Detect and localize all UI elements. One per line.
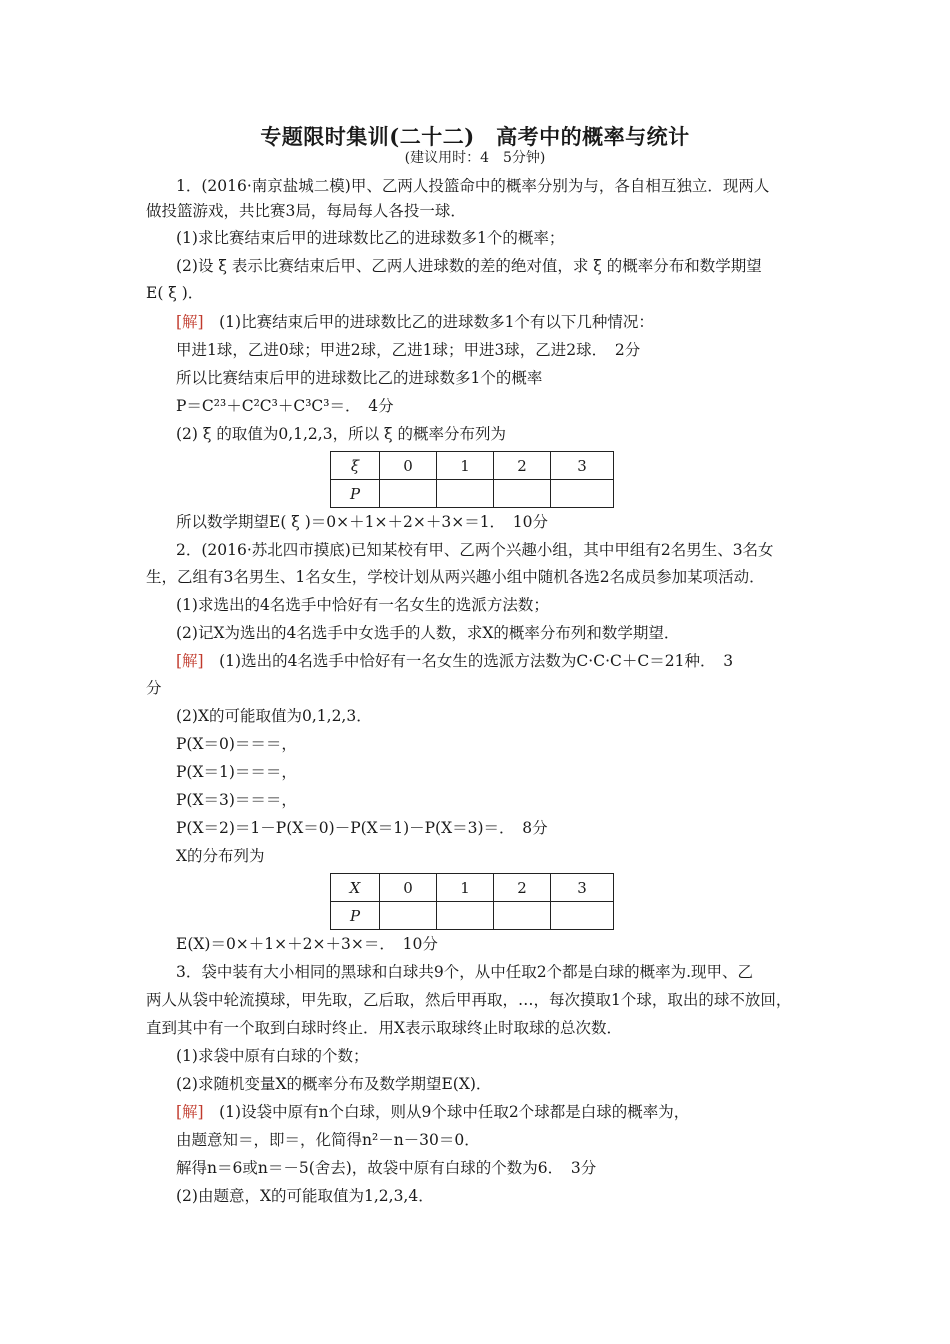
table-cell: 1 (437, 452, 494, 480)
table-cell (380, 902, 437, 930)
table-cell (551, 902, 614, 930)
table-cell (494, 480, 551, 508)
problem3-statement-line3: 直到其中有一个取到白球时终止．用X表示取球终止时取球的总次数． (146, 1019, 623, 1037)
problem1-solution-line3: 所以比赛结束后甲的进球数比乙的进球数多1个的概率 (176, 369, 543, 387)
problem2-statement-line1: 2．(2016·苏北四市摸底)已知某校有甲、乙两个兴趣小组，其中甲组有2名男生、3名女 (176, 541, 774, 559)
table-cell (551, 480, 614, 508)
problem2-part2: (2)记X为选出的4名选手中女选手的人数，求X的概率分布列和数学期望． (176, 624, 680, 642)
problem2-solution-line5: P(X＝1)＝＝＝， (176, 763, 297, 781)
suggested-time: (建议用时：4 5分钟) (404, 150, 546, 166)
problem2-part1: (1)求选出的4名选手中恰好有一名女生的选派方法数； (176, 596, 549, 614)
solution-tag: [解] (176, 1103, 204, 1121)
problem3-solution-line1 (176, 1102, 689, 1122)
problem3-part1: (1)求袋中原有白球的个数； (176, 1047, 369, 1065)
problem2-distribution-table (330, 873, 614, 930)
problem2-solution-line3: (2)X的可能取值为0,1,2,3． (176, 707, 372, 725)
problem1-statement-line1: 1．(2016·南京盐城二模)甲、乙两人投篮命中的概率分别为与，各自相互独立．现两人 (176, 177, 770, 195)
problem2-solution-line4: P(X＝0)＝＝＝， (176, 735, 297, 753)
problem1-solution-line5: (2) ξ 的取值为0,1,2,3，所以 ξ 的概率分布列为 (176, 425, 506, 443)
solution-tag: [解] (176, 313, 204, 331)
problem1-statement-line2: 做投篮游戏，共比赛3局，每局每人各投一球． (146, 202, 466, 220)
problem2-expectation: E(X)＝0×＋1×＋2×＋3×＝． 10分 (176, 935, 438, 953)
table-cell: 0 (380, 452, 437, 480)
table-cell: 3 (551, 874, 614, 902)
problem3-solution-line4: (2)由题意，X的可能取值为1,2,3,4． (176, 1187, 434, 1205)
table-cell (437, 480, 494, 508)
document-title: 专题限时集训(二十二) 高考中的概率与统计 (260, 124, 690, 149)
problem2-solution-line7: P(X＝2)＝1－P(X＝0)－P(X＝1)－P(X＝3)＝． 8分 (176, 819, 548, 837)
problem1-part2: (2)设 ξ 表示比赛结束后甲、乙两人进球数的差的绝对值，求 ξ 的概率分布和数学期望 (176, 257, 762, 275)
table-cell: ξ (331, 452, 380, 480)
problem2-solution-line6: P(X＝3)＝＝＝， (176, 791, 297, 809)
problem1-expectation: 所以数学期望E( ξ )＝0×＋1×＋2×＋3×＝1． 10分 (176, 513, 549, 531)
solution-tag: [解] (176, 652, 204, 670)
table-cell: 2 (494, 452, 551, 480)
problem3-statement-line1: 3．袋中装有大小相同的黑球和白球共9个，从中任取2个都是白球的概率为.现甲、乙 (176, 963, 754, 981)
problem1-part2-cont: E( ξ )． (146, 284, 204, 302)
table-cell: 3 (551, 452, 614, 480)
table-row (331, 874, 614, 902)
table-cell: X (331, 874, 380, 902)
problem3-part2: (2)求随机变量X的概率分布及数学期望E(X)． (176, 1075, 492, 1093)
problem2-solution-line1 (176, 651, 733, 671)
solution-text: (1)比赛结束后甲的进球数比乙的进球数多1个有以下几种情况： (203, 313, 654, 331)
problem1-part1: (1)求比赛结束后甲的进球数比乙的进球数多1个的概率； (176, 229, 565, 247)
table-cell (380, 480, 437, 508)
table-row (331, 902, 614, 930)
problem1-solution-line1 (176, 312, 654, 332)
problem2-statement-line2: 生，乙组有3名男生、1名女生，学校计划从两兴趣小组中随机各选2名成员参加某项活动． (146, 568, 765, 586)
table-cell (437, 902, 494, 930)
problem1-solution-line2: 甲进1球，乙进0球；甲进2球，乙进1球；甲进3球，乙进2球． 2分 (176, 341, 641, 359)
solution-text: (1)选出的4名选手中恰好有一名女生的选派方法数为C·C·C＋C＝21种． 3 (203, 652, 734, 670)
problem2-solution-line8: X的分布列为 (176, 847, 265, 865)
problem3-solution-line2: 由题意知＝，即＝，化简得n²－n－30＝0． (176, 1131, 480, 1149)
problem3-solution-line3: 解得n＝6或n＝－5(舍去)，故袋中原有白球的个数为6． 3分 (176, 1159, 597, 1177)
table-cell (494, 902, 551, 930)
problem3-statement-line2: 两人从袋中轮流摸球，甲先取，乙后取，然后甲再取，…，每次摸取1个球，取出的球不放回， (146, 991, 792, 1009)
table-cell: 0 (380, 874, 437, 902)
problem2-solution-line2: 分 (146, 679, 162, 697)
table-row (331, 452, 614, 480)
table-cell: 1 (437, 874, 494, 902)
problem1-solution-line4: P＝C²³＋C²C³＋C³C³＝． 4分 (176, 397, 394, 415)
table-row (331, 480, 614, 508)
table-cell: 2 (494, 874, 551, 902)
table-cell: P (331, 480, 380, 508)
table-cell: P (331, 902, 380, 930)
problem1-distribution-table (330, 451, 614, 508)
solution-text: (1)设袋中原有n个白球，则从9个球中任取2个球都是白球的概率为， (203, 1103, 690, 1121)
